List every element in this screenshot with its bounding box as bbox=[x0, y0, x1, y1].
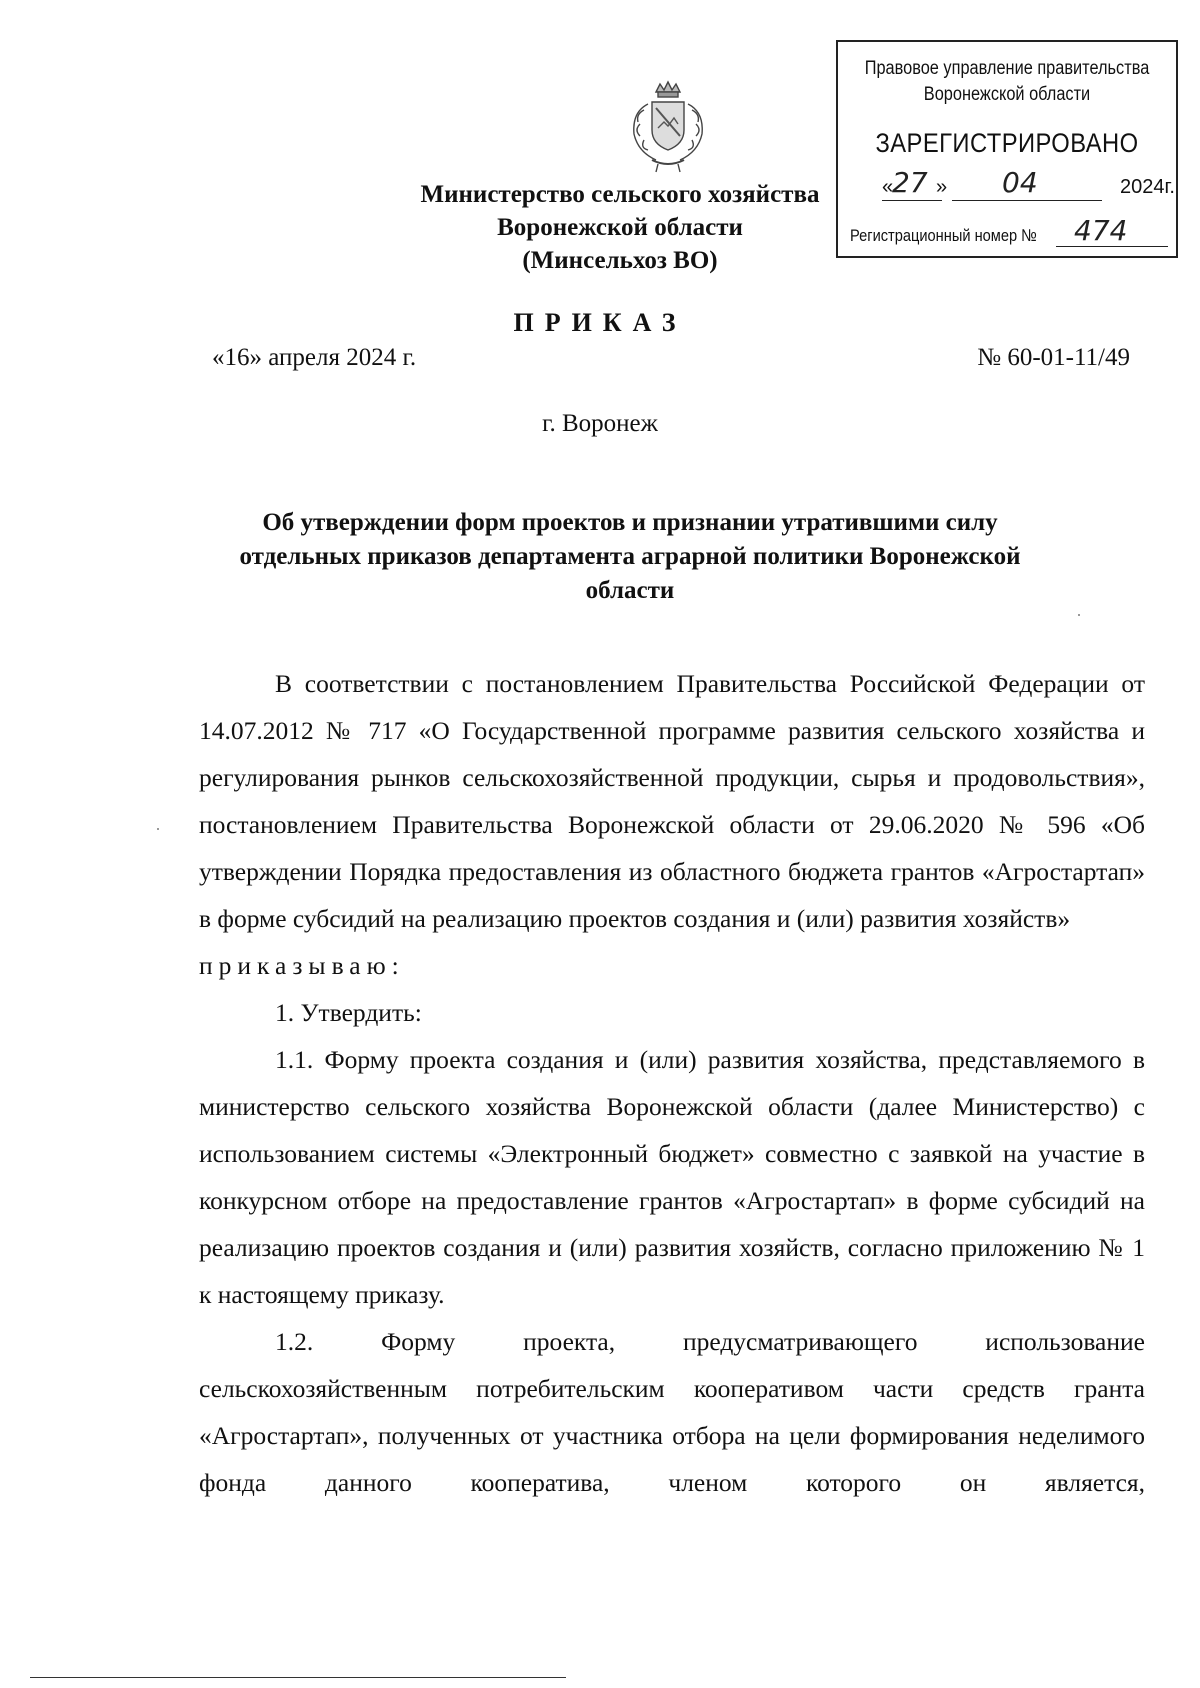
order-title: ПРИКАЗ bbox=[513, 308, 687, 337]
stamp-number-line bbox=[850, 214, 1170, 250]
order-number: № 60-01-11/49 bbox=[977, 344, 1130, 371]
subject-line1: Об утверждении форм проектов и признании утратившими силу bbox=[262, 509, 998, 536]
ministry-header bbox=[380, 178, 860, 277]
ministry-abbreviation: (Минсельхоз ВО) bbox=[522, 247, 718, 274]
stamp-month-underline bbox=[952, 200, 1102, 201]
stamp-org-line2: Воронежской области bbox=[923, 84, 1091, 105]
item-1-1: 1.1. Форму проекта создания и (или) развития хозяйства, представляемого в министерство сельского хозяйства Воронежской области (далее Министерство) с использованием системы «Электронный бюджет» совместно с заявкой на участие в конкурсном отборе на предоставление грантов «Агростартап» в форме субсидий на реализацию проектов создания и (или) развития хозяйств, согласно приложению № 1 к настоящему приказу. bbox=[199, 1045, 1145, 1309]
order-date: «16» апреля 2024 г. bbox=[212, 344, 417, 371]
order-word: приказываю: bbox=[199, 951, 405, 980]
stamp-day: 27 bbox=[892, 166, 928, 199]
stamp-day-underline bbox=[882, 200, 942, 201]
subject-line3: области bbox=[585, 577, 675, 604]
stamp-status: ЗАРЕГИСТРИРОВАНО bbox=[875, 128, 1139, 158]
ministry-region: Воронежской области bbox=[497, 214, 743, 241]
footer-rule bbox=[30, 1677, 566, 1678]
item-1-2: 1.2. Форму проекта, предусматривающего использование сельскохозяйственным потребительским кооперативом части средств гранта «Агростартап», полученных от участника отбора на цели формирования неделимого фонда данного кооператива, членом которого он является, bbox=[199, 1327, 1145, 1497]
order-city: г. Воронеж bbox=[542, 410, 658, 437]
stamp-reg-label: Регистрационный номер № bbox=[850, 226, 1037, 245]
stamp-close-quote: » bbox=[936, 176, 948, 198]
stamp-month: 04 bbox=[1002, 166, 1038, 199]
scan-speck bbox=[1078, 614, 1080, 616]
ministry-name: Министерство сельского хозяйства bbox=[420, 181, 820, 208]
scan-speck bbox=[157, 828, 159, 830]
coat-of-arms-icon bbox=[618, 78, 718, 178]
order-subject bbox=[210, 506, 1050, 608]
stamp-open-quote: « bbox=[882, 176, 894, 198]
stamp-org-line1: Правовое управление правительства bbox=[864, 58, 1150, 79]
stamp-year: 2024г. bbox=[1120, 176, 1175, 198]
registration-stamp bbox=[836, 40, 1178, 258]
stamp-date-line bbox=[882, 166, 1175, 206]
preamble-paragraph: В соответствии с постановлением Правительства Российской Федерации от 14.07.2012 № 717 «О Государственной программе развития сельского хозяйства и регулирования рынков сельскохозяйственной продукции, сырья и продовольствия», постановлением Правительства Воронежской области от 29.06.2020 № 596 «Об утверждении Порядка предоставления из областного бюджета грантов «Агростартап» в форме субсидий на реализацию проектов создания и (или) развития хозяйств» bbox=[199, 669, 1145, 933]
subject-line2: отдельных приказов департамента аграрной политики Воронежской bbox=[239, 543, 1021, 570]
stamp-reg-number: 474 bbox=[1074, 214, 1128, 247]
item-1: 1. Утвердить: bbox=[275, 998, 422, 1027]
order-body bbox=[199, 660, 1145, 1506]
